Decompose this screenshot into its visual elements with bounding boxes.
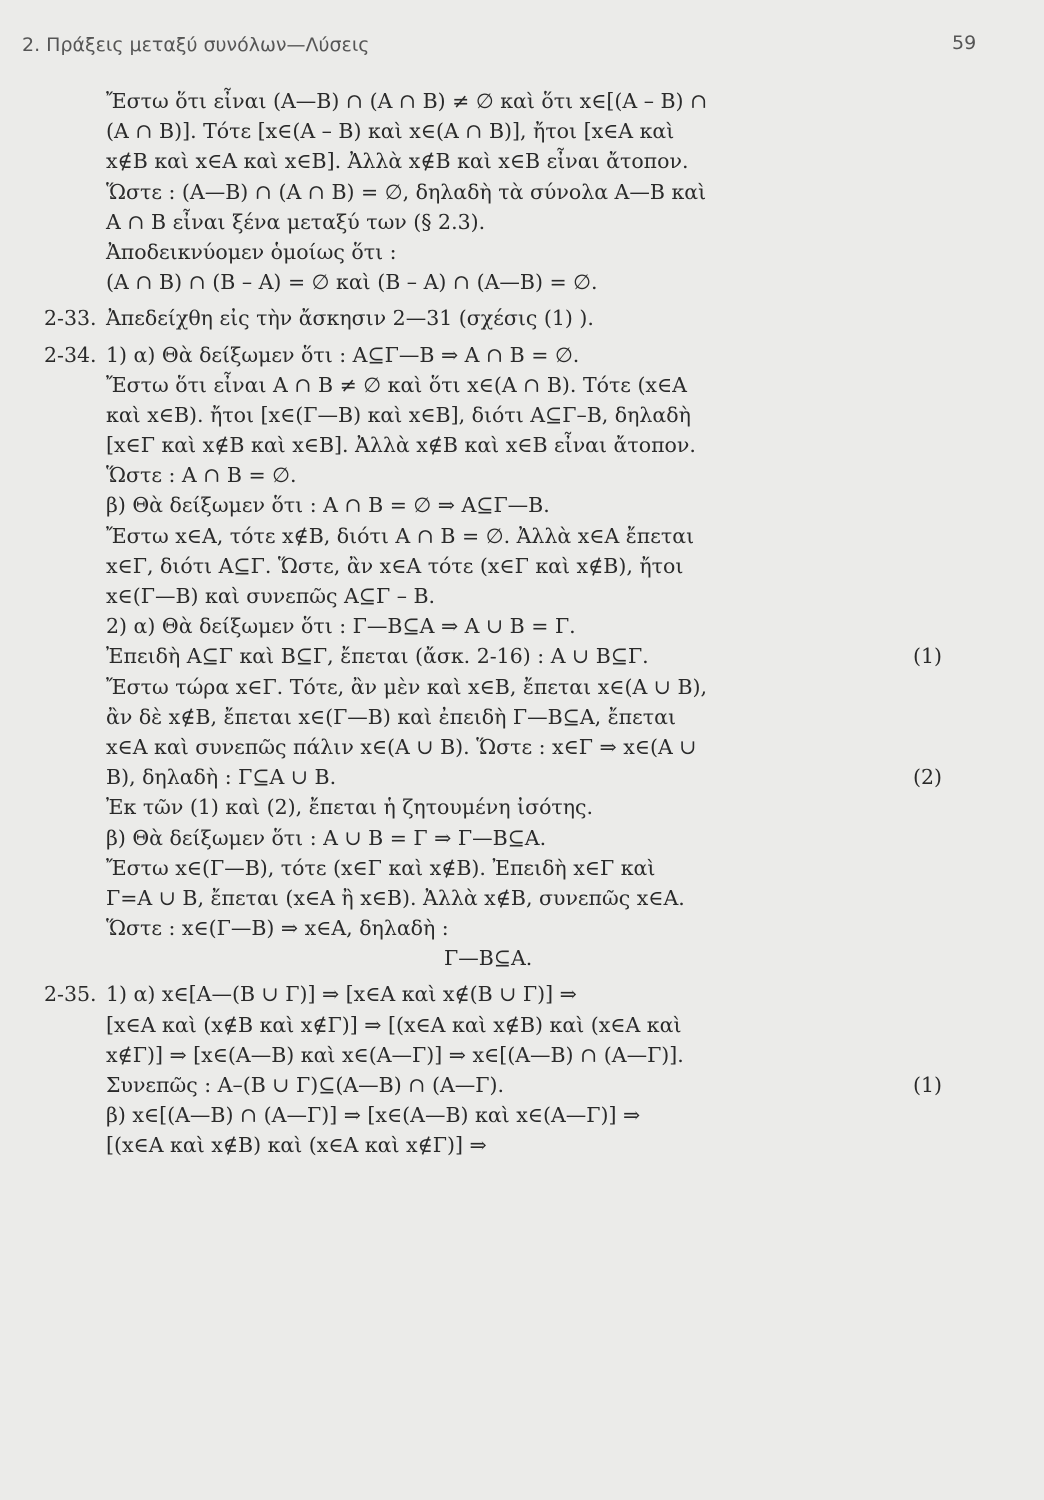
text-line — [44, 267, 944, 297]
line-text: ἂν δὲ x∉Β, ἔπεται x∈(Γ—Β) καὶ ἐπειδὴ Γ—Β⊆Α, ἔπεται — [106, 704, 676, 729]
line-text: Ἔστω ὅτι εἶναι Α ∩ Β ≠ ∅ καὶ ὅτι x∈(Α ∩ Β). Τότε (x∈Α — [106, 372, 687, 397]
line-text: 1) α) Θὰ δείξωμεν ὅτι : Α⊆Γ—Β ⇒ Α ∩ Β = ∅. — [106, 342, 580, 367]
text-line — [44, 490, 944, 520]
exercise-number: 2-33. — [44, 306, 97, 331]
line-text: Ὥστε : x∈(Γ—Β) ⇒ x∈Α, δηλαδὴ : — [106, 916, 449, 941]
page-content — [44, 86, 944, 1161]
text-line — [44, 237, 944, 267]
text-line — [44, 370, 944, 400]
text-line — [44, 823, 944, 853]
line-text: Συνεπῶς : Α–(Β ∪ Γ)⊆(Α—Β) ∩ (Α—Γ). — [106, 1073, 504, 1097]
text-line — [44, 883, 944, 913]
line-text: Ὥστε : (Α—Β) ∩ (Α ∩ Β) = ∅, δηλαδὴ τὰ σύνολα Α—Β καὶ — [106, 179, 707, 204]
centered-formula: Γ—Β⊆Α. — [444, 946, 533, 971]
text-line — [44, 86, 944, 116]
line-text: [(x∈Α καὶ x∉Β) καὶ (x∈Α καὶ x∉Γ)] ⇒ — [106, 1133, 487, 1158]
exercise-number: 2-35. — [44, 982, 97, 1007]
line-text: 1) α) x∈[Α—(Β ∪ Γ)] ⇒ [x∈Α καὶ x∉(Β ∪ Γ)] ⇒ — [106, 982, 577, 1007]
text-line — [44, 177, 944, 207]
text-line — [44, 792, 944, 822]
text-line — [44, 943, 944, 973]
line-text: (Α ∩ Β)]. Τότε [x∈(Α – Β) καὶ x∈(Α ∩ Β)], ἤτοι [x∈Α καὶ — [106, 119, 675, 144]
line-text: x∉Γ)] ⇒ [x∈(Α—Β) καὶ x∈(Α—Γ)] ⇒ x∈[(Α—Β) ∩ (Α—Γ)]. — [106, 1042, 684, 1067]
line-text: Α ∩ Β εἶναι ξένα μεταξύ των (§ 2.3). — [106, 209, 486, 234]
line-text: Β), δηλαδὴ : Γ⊆Α ∪ Β. — [106, 765, 337, 790]
text-line — [44, 1130, 944, 1160]
equation-label: (1) — [912, 644, 942, 669]
line-text: Ἔστω τώρα x∈Γ. Τότε, ἂν μὲν καὶ x∈Β, ἔπεται x∈(Α ∪ Β), — [106, 674, 708, 699]
text-line — [44, 853, 944, 883]
text-line — [44, 207, 944, 237]
text-line — [44, 672, 944, 702]
line-text: 2) α) Θὰ δείξωμεν ὅτι : Γ—Β⊆Α ⇒ Α ∪ Β = Γ. — [106, 614, 576, 639]
line-text: Γ=Α ∪ Β, ἔπεται (x∈Α ἢ x∈Β). Ἀλλὰ x∉Β, συνεπῶς x∈Α. — [106, 885, 685, 910]
equation-label: (1) — [912, 1073, 942, 1097]
line-text: β) x∈[(Α—Β) ∩ (Α—Γ)] ⇒ [x∈(Α—Β) καὶ x∈(Α—Γ)] ⇒ — [106, 1103, 641, 1128]
line-text: [x∈Γ καὶ x∉Β καὶ x∈Β]. Ἀλλὰ x∉Β καὶ x∈Β εἶναι ἄτοπον. — [106, 433, 696, 458]
text-line — [44, 303, 944, 333]
text-line — [44, 430, 944, 460]
line-text: καὶ x∈Β). ἤτοι [x∈(Γ—Β) καὶ x∈Β], διότι Α⊆Γ–Β, δηλαδὴ — [106, 402, 691, 427]
text-line — [44, 1040, 944, 1070]
text-line — [44, 732, 944, 762]
line-text: x∈(Γ—Β) καὶ συνεπῶς Α⊆Γ – Β. — [106, 584, 436, 608]
text-line — [44, 116, 944, 146]
line-text: Ἀποδεικνύομεν ὁμοίως ὅτι : — [106, 239, 397, 264]
line-text: [x∈Α καὶ (x∉Β καὶ x∉Γ)] ⇒ [(x∈Α καὶ x∉Β) καὶ (x∈Α καὶ — [106, 1012, 682, 1037]
text-line — [44, 146, 944, 176]
text-line — [44, 979, 944, 1009]
text-line — [44, 581, 944, 611]
line-text: β) Θὰ δείξωμεν ὅτι : Α ∪ Β = Γ ⇒ Γ—Β⊆Α. — [106, 825, 547, 850]
text-line — [44, 1010, 944, 1040]
text-line — [44, 641, 944, 671]
text-line — [44, 460, 944, 490]
text-line — [44, 340, 944, 370]
line-text: Ὥστε : Α ∩ Β = ∅. — [106, 463, 297, 488]
exercise-number: 2-34. — [44, 342, 97, 367]
line-text: x∈Γ, διότι Α⊆Γ. Ὥστε, ἂν x∈Α τότε (x∈Γ καὶ x∉Β), ἤτοι — [106, 553, 684, 578]
line-text: β) Θὰ δείξωμεν ὅτι : Α ∩ Β = ∅ ⇒ Α⊆Γ—Β. — [106, 493, 550, 518]
line-text: Ἔστω x∈(Γ—Β), τότε (x∈Γ καὶ x∉Β). Ἐπειδὴ x∈Γ καὶ — [106, 855, 656, 880]
text-line — [44, 521, 944, 551]
equation-label: (2) — [912, 765, 942, 790]
line-text: Ἀπεδείχθη εἰς τὴν ἄσκησιν 2—31 (σχέσις (1) ). — [106, 306, 594, 331]
page-number: 59 — [952, 32, 977, 54]
line-text: Ἔστω x∈Α, τότε x∉Β, διότι Α ∩ Β = ∅. Ἀλλὰ x∈Α ἔπεται — [106, 523, 695, 548]
text-line — [44, 913, 944, 943]
line-text: Ἔστω ὅτι εἶναι (Α—Β) ∩ (Α ∩ Β) ≠ ∅ καὶ ὅτι x∈[(Α – Β) ∩ — [106, 89, 708, 113]
line-text: Ἐκ τῶν (1) καὶ (2), ἔπεται ἡ ζητουμένη ἰσότης. — [106, 795, 594, 820]
text-line — [44, 762, 944, 792]
line-text: (Α ∩ Β) ∩ (Β – Α) = ∅ καὶ (Β – Α) ∩ (Α—Β) = ∅. — [106, 270, 598, 295]
running-header: 2. Πράξεις μεταξύ συνόλων—Λύσεις — [22, 34, 370, 56]
text-line — [44, 400, 944, 430]
text-line — [44, 702, 944, 732]
text-line — [44, 551, 944, 581]
line-text: Ἐπειδὴ Α⊆Γ καὶ Β⊆Γ, ἔπεται (ἄσκ. 2-16) : Α ∪ Β⊆Γ. — [106, 644, 649, 669]
line-text: x∈Α καὶ συνεπῶς πάλιν x∈(Α ∪ Β). Ὥστε : x∈Γ ⇒ x∈(Α ∪ — [106, 734, 697, 759]
text-line — [44, 1070, 944, 1100]
text-line — [44, 611, 944, 641]
text-line — [44, 1100, 944, 1130]
line-text: x∉Β καὶ x∈Α καὶ x∈Β]. Ἀλλὰ x∉Β καὶ x∈Β εἶναι ἄτοπον. — [106, 149, 689, 174]
